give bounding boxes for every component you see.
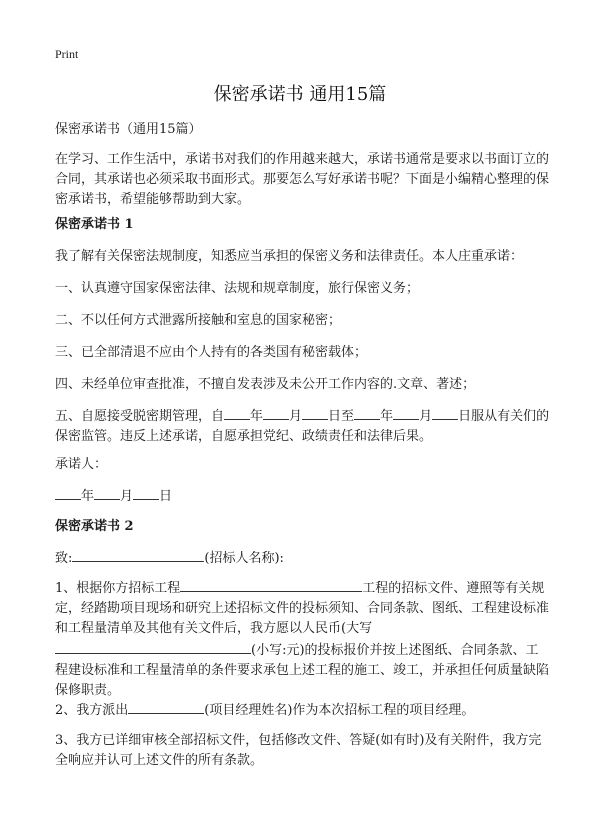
signer-label: 承诺人：	[55, 457, 108, 472]
blank-line	[72, 547, 204, 562]
month-label: 月	[120, 489, 134, 504]
blank-line	[224, 405, 250, 420]
section2-heading: 保密承诺书 2	[55, 519, 134, 534]
section1-heading: 保密承诺书 1	[55, 217, 134, 232]
month-label: 月	[289, 409, 303, 424]
section2-clause-1	[55, 577, 550, 701]
blank-line	[432, 405, 458, 420]
addressee-label: 致:	[55, 551, 73, 566]
subtitle: 保密承诺书（通用15篇）	[55, 122, 202, 137]
section1-clause-1: 一、认真遵守国家保密法律、法规和规章制度，旅行保密义务；	[55, 281, 420, 296]
blank-line	[55, 639, 251, 654]
section1-clause-4: 四、未经单位审查批准，不擅自发表涉及未公开工作内容的.文章、著述；	[55, 377, 476, 392]
clause-5-end: 日服从有关们的保密监管。违反上述承诺，自愿承担党纪、政绩责任和法律后果。	[55, 409, 550, 444]
section1-clause-2: 二、不以任何方式泄露所接触和室息的国家秘密；	[55, 313, 342, 328]
blank-line	[393, 405, 419, 420]
page-title: 保密承诺书 通用15篇	[213, 84, 387, 105]
blank-line	[180, 577, 362, 592]
blank-line	[94, 485, 120, 500]
clause-1-start: 1、根据你方招标工程	[55, 581, 181, 596]
blank-line	[55, 485, 81, 500]
blank-line	[302, 405, 328, 420]
date-line	[55, 485, 550, 507]
section1-clause-5	[55, 405, 550, 447]
blank-line	[354, 405, 380, 420]
section1-clause-3: 三、已全部清退不应由个人持有的各类国有秘密载体；	[55, 345, 368, 360]
intro-paragraph: 在学习、工作生活中，承诺书对我们的作用越来越大，承诺书通常是要求以书面订立的合同，其承诺也必须采取书面形式。那要怎么写好承诺书呢？下面是小编精心整理的保密承诺书，希望能够帮助到大家。	[55, 152, 550, 207]
year-label: 年	[81, 489, 95, 504]
day-label: 日至	[328, 409, 355, 424]
clause-2-end: (项目经理姓名)作为本次招标工程的项目经理。	[204, 703, 475, 718]
print-link[interactable]: Print	[55, 47, 79, 61]
year-label: 年	[380, 409, 394, 424]
section2-clause-2	[55, 699, 550, 721]
addressee-suffix: (招标人名称):	[204, 551, 284, 566]
clause-2-start: 2、我方派出	[55, 703, 129, 718]
section1-paragraph: 我了解有关保密法规制度，知悉应当承担的保密义务和法律责任。本人庄重承诺：	[55, 249, 524, 264]
section2-clause-3: 3、我方已详细审核全部招标文件，包括修改文件、答疑(如有时)及有关附件，我方完全响应并认可上述文件的所有条款。	[55, 733, 542, 768]
clause-5-start: 五、自愿接受脱密期管理，自	[55, 409, 225, 424]
addressee-line	[55, 547, 550, 569]
month-label: 月	[419, 409, 433, 424]
clause-1-end: (小写:元)的投标报价并按上述图纸、合同条款、工程建设标准和工程量清单的条件要求承包上述工程的施工、竣工，并承担任何质量缺陷保修职责。	[55, 643, 550, 698]
clause-1-middle: 工程的招标文件、遵照等有关规定，经踏勘项目现场和研究上述招标文件的投标须知、合同条款、图纸、工程建设标准和工程量清单及其他有关文件后，我方愿以人民币(大写	[55, 581, 550, 636]
blank-line	[128, 699, 204, 714]
year-label: 年	[250, 409, 264, 424]
day-label: 日	[159, 489, 173, 504]
blank-line	[263, 405, 289, 420]
blank-line	[133, 485, 159, 500]
